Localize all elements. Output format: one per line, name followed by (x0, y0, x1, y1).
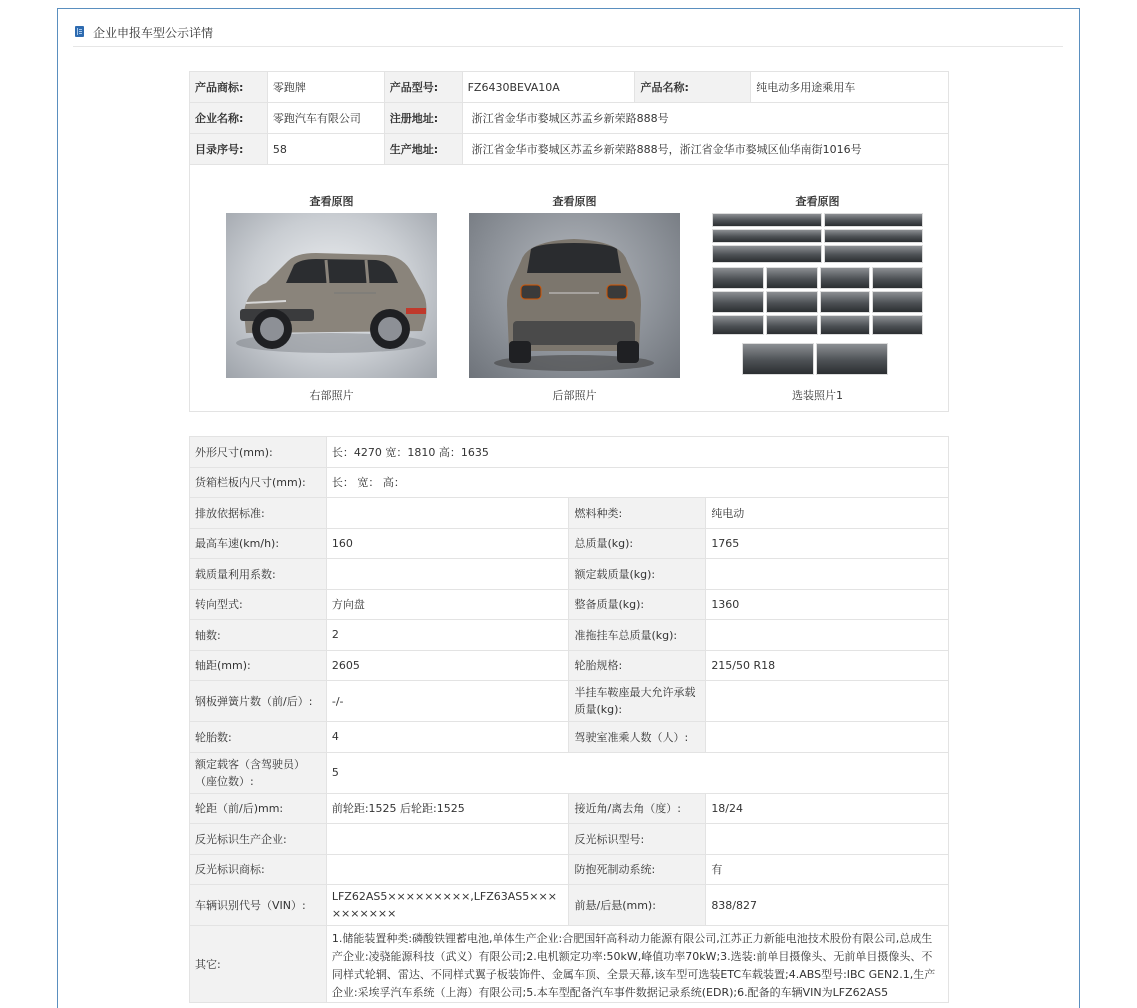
spec-label: 反光标识商标: (190, 854, 327, 885)
car-rear-photo[interactable] (469, 213, 680, 378)
value-dimensions: 长：4270 宽：1810 高：1635 (326, 437, 948, 468)
spec-label: 轮胎规格: (569, 650, 706, 681)
value-catalog-no: 58 (267, 134, 384, 165)
spec-value: -/- (326, 681, 569, 722)
spec-value: 160 (326, 528, 569, 559)
value-other: 1.储能装置种类:磷酸铁锂蓄电池,单体生产企业:合肥国轩高科动力能源有限公司,江苏正力新能电池技术股份有限公司,总成生产企业:凌骁能源科技（武义）有限公司;2.电机额定功率:50kW,峰值功率70kW;3.选装:前单目摄像头、无前单目摄像头、不同样式轮辋、雷达、不同样式翼子板装饰件、金属车顶、全景天幕,该车型可选装ETC车载装置;4.ABS型号:IBC GEN2.1,生产企业:采埃孚汽车系统（上海）有限公司;5.本车型配备汽车事件数据记录系统(EDR);6.配备的车辆VIN为LFZ62AS5 (326, 926, 948, 1003)
spec-value (706, 559, 949, 590)
spec-value: 有 (706, 854, 949, 885)
photo-caption: 右部照片 (309, 389, 354, 402)
view-original-link[interactable]: 查看原图 (552, 195, 597, 208)
spec-label: 总质量(kg): (569, 528, 706, 559)
value-reg-address: 浙江省金华市婺城区苏孟乡新荣路888号 (462, 103, 948, 134)
value-model: FZ6430BEVA10A (462, 72, 635, 103)
value-prod-address: 浙江省金华市婺城区苏孟乡新荣路888号，浙江省金华市婺城区仙华南街1016号 (462, 134, 948, 165)
table-row (190, 885, 949, 926)
photo-caption: 选装照片1 (792, 389, 843, 402)
spec-value: 纯电动 (706, 498, 949, 529)
label-catalog-no: 目录序号: (190, 134, 268, 165)
value-brand: 零跑牌 (267, 72, 384, 103)
spec-value: 18/24 (706, 793, 949, 824)
spec-label: 车辆识别代号（VIN）: (190, 885, 327, 926)
table-row (190, 498, 949, 529)
value-seats: 5 (326, 752, 948, 793)
spec-value: 1360 (706, 589, 949, 620)
spec-label: 准拖挂车总质量(kg): (569, 620, 706, 651)
spec-value: 2 (326, 620, 569, 651)
spec-value (706, 681, 949, 722)
label-product-name: 产品名称: (635, 72, 751, 103)
spec-label: 燃料种类: (569, 498, 706, 529)
label-dimensions: 外形尺寸(mm): (190, 437, 327, 468)
spec-label: 反光标识型号: (569, 824, 706, 855)
spec-label: 额定载质量(kg): (569, 559, 706, 590)
table-row (190, 103, 949, 134)
photo-gallery (189, 164, 949, 412)
spec-label: 防抱死制动系统: (569, 854, 706, 885)
spec-label: 排放依据标准: (190, 498, 327, 529)
label-other: 其它: (190, 926, 327, 1003)
table-row (190, 681, 949, 722)
view-original-link[interactable]: 查看原图 (795, 195, 840, 208)
spec-label: 反光标识生产企业: (190, 824, 327, 855)
spec-value (706, 620, 949, 651)
spec-value (326, 498, 569, 529)
spec-value: LFZ62AS5×××××××××,LFZ63AS5×××××××××× (326, 885, 569, 926)
table-row (190, 620, 949, 651)
spec-label: 驾驶室准乘人数（人）: (569, 722, 706, 753)
photo-caption: 后部照片 (552, 389, 597, 402)
label-brand: 产品商标: (190, 72, 268, 103)
label-reg-address: 注册地址: (384, 103, 462, 134)
spec-value (326, 854, 569, 885)
spec-label: 轮胎数: (190, 722, 327, 753)
table-row (190, 752, 949, 793)
spec-label: 最高车速(km/h): (190, 528, 327, 559)
spec-label: 钢板弹簧片数（前/后）: (190, 681, 327, 722)
spec-value: 838/827 (706, 885, 949, 926)
car-right-photo[interactable] (226, 213, 437, 378)
spec-value: 215/50 R18 (706, 650, 949, 681)
table-row (190, 589, 949, 620)
spec-table (189, 436, 949, 1003)
table-row (190, 134, 949, 165)
label-prod-address: 生产地址: (384, 134, 462, 165)
spec-value (326, 824, 569, 855)
spec-value: 2605 (326, 650, 569, 681)
page-title: 企业申报车型公示详情 (93, 26, 214, 40)
label-model: 产品型号: (384, 72, 462, 103)
spec-label: 半挂车鞍座最大允许承载质量(kg): (569, 681, 706, 722)
value-cargo-dims: 长： 宽： 高： (326, 467, 948, 498)
spec-label: 轮距（前/后)mm: (190, 793, 327, 824)
spec-label: 转向型式: (190, 589, 327, 620)
table-row (190, 559, 949, 590)
spec-value: 方向盘 (326, 589, 569, 620)
value-product-name: 纯电动多用途乘用车 (751, 72, 949, 103)
spec-label: 整备质量(kg): (569, 589, 706, 620)
table-row (190, 528, 949, 559)
optional-equipment-photo[interactable] (712, 213, 923, 378)
spec-value (706, 824, 949, 855)
table-row (190, 72, 949, 103)
spec-value: 前轮距:1525 后轮距:1525 (326, 793, 569, 824)
label-cargo-dims: 货箱栏板内尺寸(mm): (190, 467, 327, 498)
table-row (190, 926, 949, 1003)
table-row (190, 437, 949, 468)
table-row (190, 650, 949, 681)
spec-value (326, 559, 569, 590)
detail-panel (57, 8, 1080, 1008)
table-row (190, 824, 949, 855)
spec-label: 轴数: (190, 620, 327, 651)
basic-info-table (189, 71, 949, 165)
view-original-link[interactable]: 查看原图 (309, 195, 354, 208)
spec-label: 前悬/后悬(mm): (569, 885, 706, 926)
spec-value: 1765 (706, 528, 949, 559)
table-row (190, 854, 949, 885)
table-row (190, 467, 949, 498)
spec-label: 载质量利用系数: (190, 559, 327, 590)
panel-header (73, 23, 1063, 47)
value-company: 零跑汽车有限公司 (267, 103, 384, 134)
spec-value: 4 (326, 722, 569, 753)
table-row (190, 793, 949, 824)
book-icon (75, 26, 84, 37)
spec-label: 接近角/离去角（度）: (569, 793, 706, 824)
spec-value (706, 722, 949, 753)
label-seats: 额定载客（含驾驶员）（座位数）: (190, 752, 327, 793)
table-row (190, 722, 949, 753)
label-company: 企业名称: (190, 103, 268, 134)
spec-label: 轴距(mm): (190, 650, 327, 681)
